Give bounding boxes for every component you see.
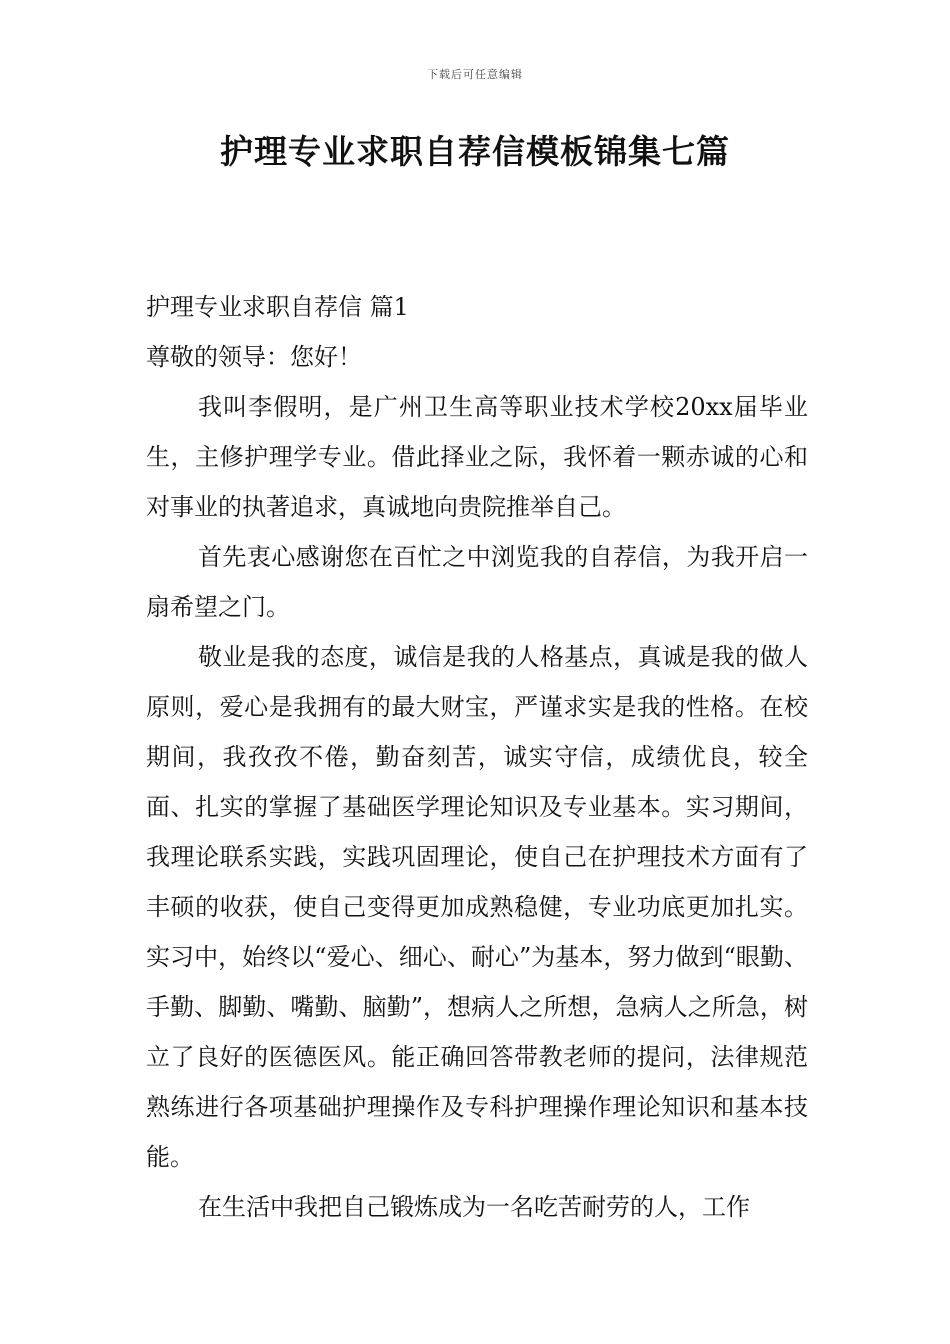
paragraph-life: 在生活中我把自己锻炼成为一名吃苦耐劳的人，工作 xyxy=(198,1193,750,1221)
salutation: 尊敬的领导：您好！ xyxy=(146,343,362,371)
paragraph-qualities: 敬业是我的态度，诚信是我的人格基点，真诚是我的做人原则，爱心是我拥有的最大财宝，严谨求实是我的性格。在校期间，我孜孜不倦，勤奋刻苦，诚实守信，成绩优良，较全面、扎实的掌握了基础医学理论知识及专业基本。实习期间，我理论联系实践，实践巩固理论，使自己在护理技术方面有了丰硕的收获，使自己变得更加成熟稳健，专业功底更加扎实。实习中，始终以“爱心、细心、耐心”为基本，努力做到“眼勤、手勤、脚勤、嘴勤、脑勤”，想病人之所想，急病人之所急，树立了良好的医德医风。能正确回答带教老师的提问，法律规范熟练进行各项基础护理操作及专科护理操作理论知识和基本技能。 xyxy=(146,643,808,1171)
paragraph-introduction: 我叫李假明，是广州卫生高等职业技术学校20xx届毕业生，主修护理学专业。借此择业之际，我怀着一颗赤诚的心和对事业的执著追求，真诚地向贵院推举自己。 xyxy=(146,393,808,521)
section-heading: 护理专业求职自荐信 篇1 xyxy=(146,293,409,321)
document-title: 护理专业求职自荐信模板锦集七篇 xyxy=(220,132,730,171)
document-body xyxy=(146,282,808,1232)
header-note: 下载后可任意编辑 xyxy=(427,68,523,81)
paragraph-thanks: 首先衷心感谢您在百忙之中浏览我的自荐信，为我开启一扇希望之门。 xyxy=(146,543,808,621)
